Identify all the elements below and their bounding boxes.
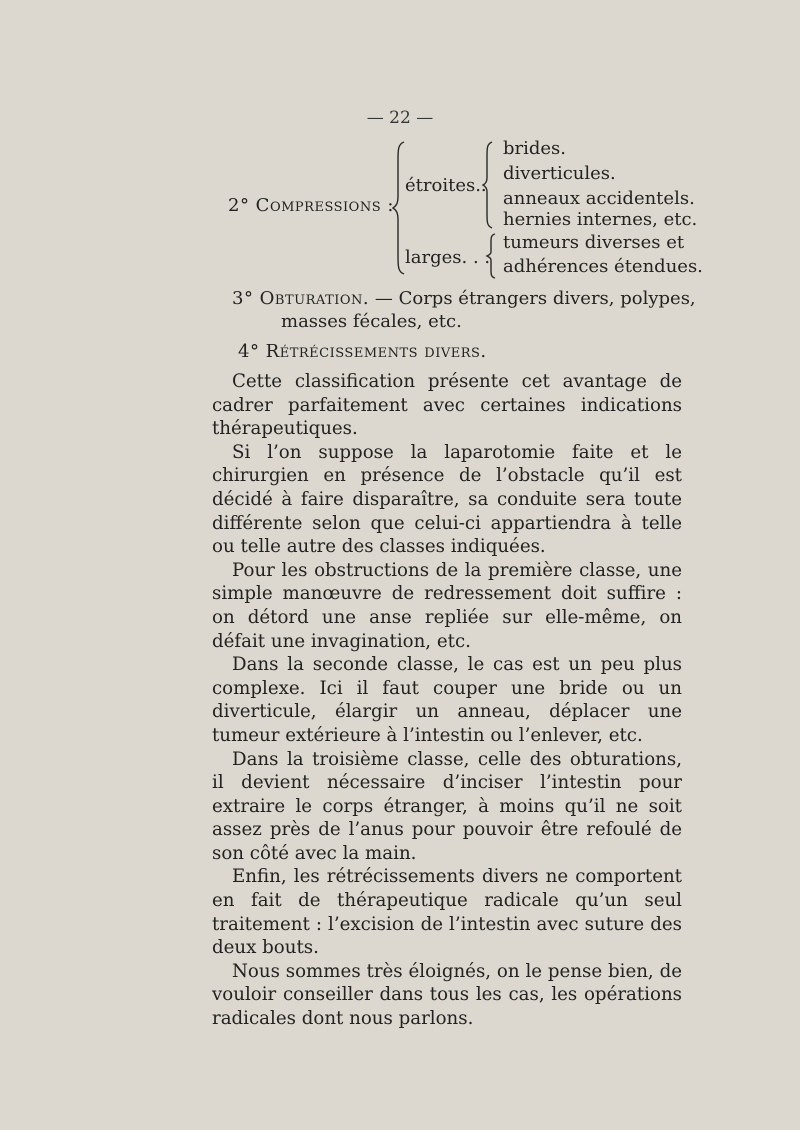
etroites-brace: [482, 140, 496, 230]
paragraph-7: Nous sommes très éloignés, on le pense bien, de vouloir conseiller dans tous les cas, les opérations radicales dont nous parlons.: [212, 960, 682, 1030]
paragraph-3: Pour les obstructions de la première classe, une simple manœuvre de redressement doit suffire : on détord une anse repliée sur elle-même, on défait une invagination, etc.: [212, 559, 682, 652]
retrecissements-label: 4° Rétrécissements divers.: [238, 341, 487, 362]
paragraph-5: Dans la troisième classe, celle des obturations, il devient nécessaire d’inciser l’intestin pour extraire le corps étranger, à moins qu’il ne soit assez près de l’anus pour pouvoir être refoulé de son côté avec la main.: [212, 748, 682, 864]
paragraph-6: Enfin, les rétrécissements divers ne comportent en fait de thérapeutique radicale qu’un seul traitement : l’excision de l’intestin avec suture des deux bouts.: [212, 866, 682, 959]
paragraph-2: Si l’on suppose la laparotomie faite et le chirurgien en présence de l’obstacle qu’il est décidé à faire disparaître, sa conduite sera toute différente selon que celui-ci appartiendra à telle ou telle autre des classes indiquées.: [212, 441, 682, 558]
paragraph-1: Cette classification présente cet avantage de cadrer parfaitement avec certaines indications thérapeutiques.: [212, 371, 682, 440]
larges-label: larges. . .: [405, 247, 491, 268]
obturation-label: 3° Obturation.: [232, 288, 370, 309]
larges-brace: [485, 232, 499, 280]
etroites-item-diverticules: diverticules.: [503, 163, 616, 184]
body-text: [212, 370, 682, 1031]
obturation-text-1: — Corps étrangers divers, polypes,: [374, 288, 696, 309]
larges-item-adherences: adhérences étendues.: [503, 256, 703, 277]
etroites-item-anneaux: anneaux accidentels.: [503, 188, 695, 209]
etroites-item-brides: brides.: [503, 138, 567, 159]
obturation-text-2: masses fécales, etc.: [281, 311, 462, 332]
larges-item-tumeurs: tumeurs diverses et: [503, 232, 685, 253]
paragraph-4: Dans la seconde classe, le cas est un peu plus complexe. Ici il faut couper une bride ou un diverticule, élargir un anneau, déplacer une tumeur extérieure à l’intestin ou l’enlever, etc.: [212, 654, 682, 746]
compressions-label: 2° Compressions :: [228, 195, 394, 216]
page-number: — 22 —: [366, 108, 434, 128]
etroites-item-hernies: hernies internes, etc.: [503, 209, 698, 230]
etroites-label: étroites..: [405, 175, 487, 196]
